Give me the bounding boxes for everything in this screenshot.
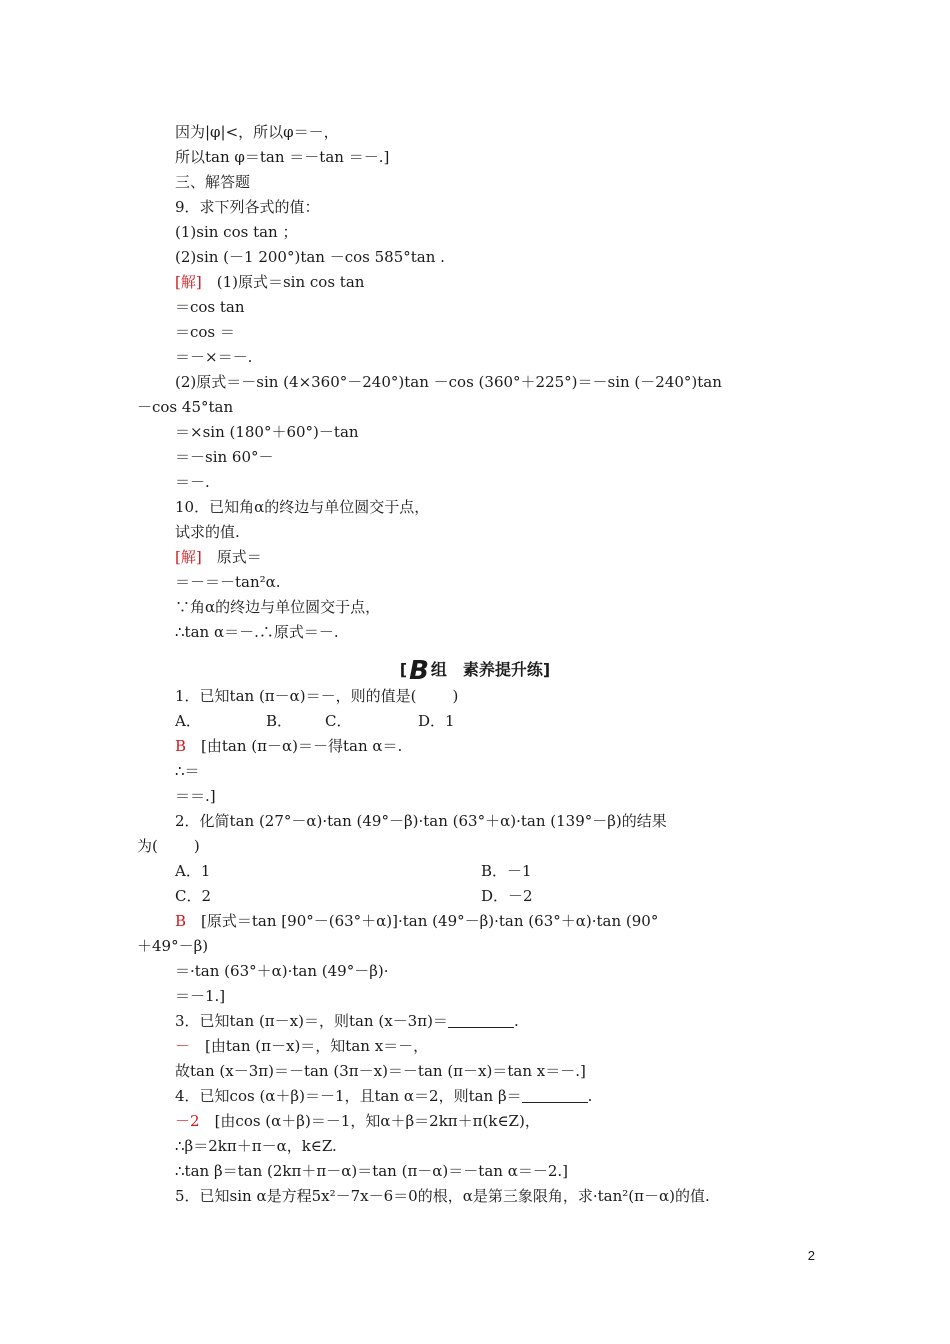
text-line: (2)原式＝－sin (4×360°－240°)tan －cos (360°＋225°)＝－sin (－240°)tan (175, 373, 722, 391)
option-b: B． (266, 712, 293, 730)
blank-line (522, 1088, 588, 1103)
question-b2: 2．化简tan (27°－α)·tan (49°－β)·tan (63°＋α)·tan (139°－β)的结果 (175, 812, 667, 830)
solution-label: [解] (175, 273, 202, 291)
question-b3: 3．已知tan (π－x)＝，则tan (x－3π)＝ . (175, 1012, 519, 1030)
text-line: ＝－×＝－. (175, 348, 253, 366)
text-line: ＝－1.] (175, 987, 226, 1005)
answer-label: －2 (175, 1112, 200, 1130)
blank-line (448, 1013, 514, 1028)
section-heading-3: 三、解答题 (175, 173, 251, 191)
text-line: ＝－sin 60°－ (175, 448, 274, 466)
option-d: D．－2 (481, 887, 533, 905)
text-line: ∴tan α＝－.∴原式＝－. (175, 623, 339, 641)
question-9: 9．求下列各式的值： (175, 198, 320, 216)
option-b: B．－1 (481, 862, 532, 880)
answer-label: － (175, 1037, 191, 1055)
text-line: －cos 45°tan (137, 398, 234, 416)
text-line: ＝－＝－tan²α. (175, 573, 281, 591)
option-d: D．1 (418, 712, 455, 730)
text-line: 所以tan φ＝tan ＝－tan ＝－.] (175, 148, 390, 166)
text-line: 故tan (x－3π)＝－tan (3π－x)＝－tan (π－x)＝tan x＝－.] (175, 1062, 586, 1080)
answer-line: B [由tan (π－α)＝－得tan α＝. (175, 737, 403, 755)
text-line: ＝cos tan (175, 298, 245, 316)
solution-line: [解] (1)原式＝sin cos tan (175, 273, 365, 291)
text-line: ∴＝ (175, 762, 200, 780)
answer-label: B (175, 737, 187, 755)
text-line: 因为|φ|<，所以φ＝－， (175, 123, 339, 141)
answer-line: － [由tan (π－x)＝，知tan x＝－， (175, 1037, 429, 1055)
text-line: ∵角α的终边与单位圆交于点， (175, 598, 381, 616)
text-line: ＝－. (175, 473, 210, 491)
text-line: ＝cos ＝ (175, 323, 235, 341)
text-line: ＝×sin (180°＋60°)－tan (175, 423, 359, 441)
text-line: ∴β＝2kπ＋π－α，k∈Z. (175, 1137, 337, 1155)
option-c: C． (325, 712, 352, 730)
text-line: ＝＝.] (175, 787, 216, 805)
question-b4: 4．已知cos (α＋β)＝－1，且tan α＝2，则tan β＝ . (175, 1087, 593, 1105)
text-line: (2)sin (－1 200°)tan －cos 585°tan . (175, 248, 445, 266)
option-a: A．1 (175, 862, 211, 880)
answer-line: B [原式＝tan [90°－(63°＋α)]·tan (49°－β)·tan (63°＋α)·tan (90° (175, 912, 659, 930)
text-line: 为( ) (137, 837, 200, 855)
text-line: ∴tan β＝tan (2kπ＋π－α)＝tan (π－α)＝－tan α＝－2.] (175, 1162, 568, 1180)
page-number: 2 (807, 1248, 815, 1263)
group-b-letter: B (409, 656, 429, 686)
question-10: 10．已知角α的终边与单位圆交于点， (175, 498, 430, 516)
text-line: 试求的值. (175, 523, 240, 541)
option-c: C．2 (175, 887, 212, 905)
answer-line: －2 [由cos (α＋β)＝－1，知α＋β＝2kπ＋π(k∈Z)， (175, 1112, 540, 1130)
text-line: ＝·tan (63°＋α)·tan (49°－β)· (175, 962, 389, 980)
option-a: A． (175, 712, 201, 730)
text-line: (1)sin cos tan ； (175, 223, 298, 241)
question-b1: 1．已知tan (π－α)＝－，则的值是( ) (175, 687, 459, 705)
solution-line: [解] 原式＝ (175, 548, 262, 566)
answer-label: B (175, 912, 187, 930)
section-title-b: [B 组 素养提升练] (399, 656, 551, 686)
question-b5: 5．已知sin α是方程5x²－7x－6＝0的根，α是第三象限角，求·tan²(π－α)的值. (175, 1187, 710, 1205)
solution-label: [解] (175, 548, 202, 566)
text-line: ＋49°－β) (137, 937, 209, 955)
